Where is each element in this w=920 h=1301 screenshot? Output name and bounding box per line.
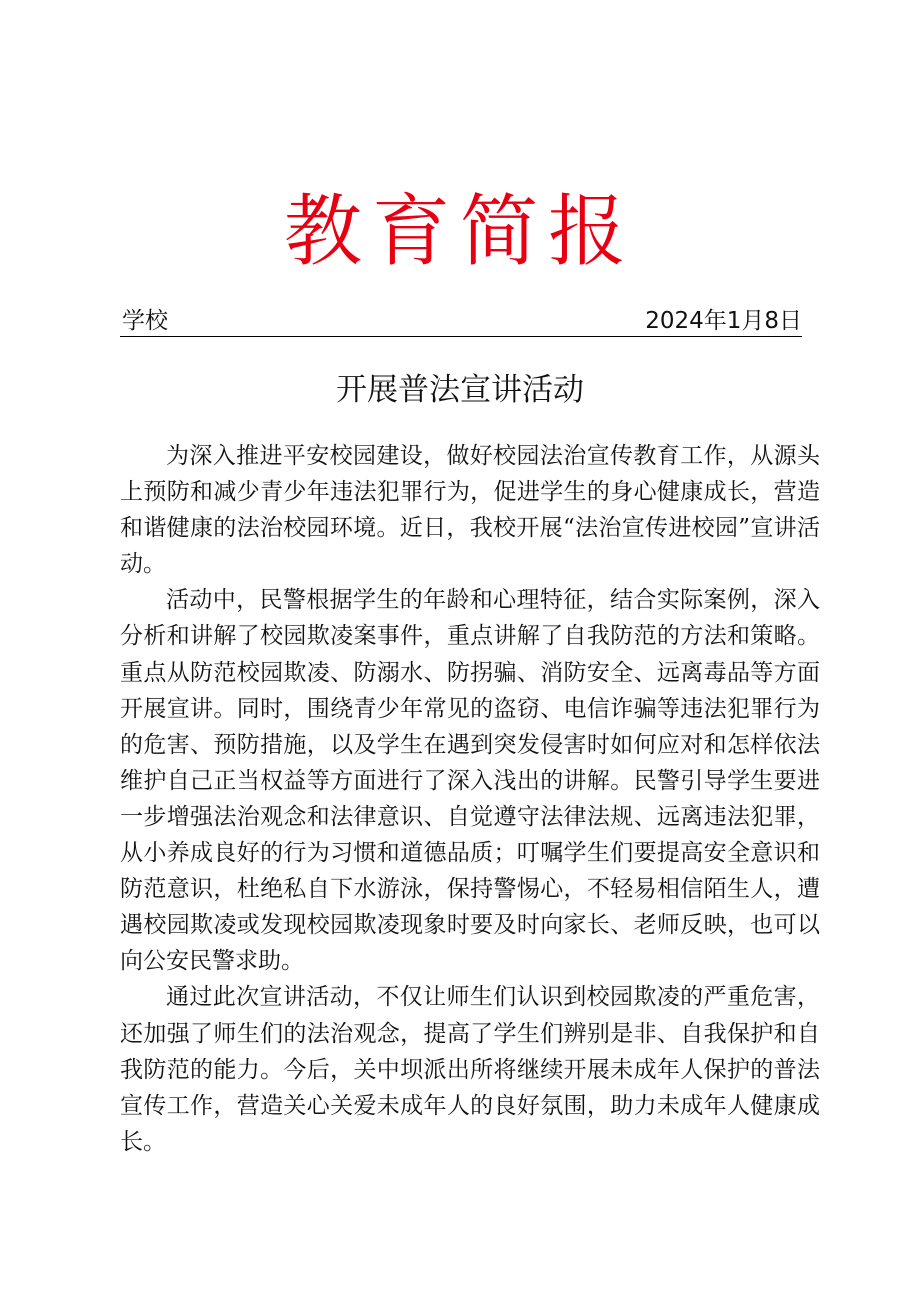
info-line <box>120 306 802 337</box>
issue-date: 2024年1月8日 <box>645 308 802 334</box>
article-body <box>120 438 820 1160</box>
article-title: 开展普法宣讲活动 <box>336 372 584 408</box>
masthead-title: 教育简报 <box>283 187 636 277</box>
article-paragraph: 为深入推进平安校园建设，做好校园法治宣传教育工作，从源头上预防和减少青少年违法犯罪行为，促进学生的身心健康成长，营造和谐健康的法治校园环境。近日，我校开展“法治宣传进校园”宣讲活动。 <box>120 443 820 578</box>
article-paragraph: 通过此次宣讲活动，不仅让师生们认识到校园欺凌的严重危害，还加强了师生们的法治观念，提高了学生们辨别是非、自我保护和自我防范的能力。今后，关中坝派出所将继续开展未成年人保护的普法宣传工作，营造关心关爱未成年人的良好氛围，助力未成年人健康成长。 <box>120 984 820 1155</box>
school-label: 学校 <box>122 308 168 334</box>
article-paragraph: 活动中，民警根据学生的年龄和心理特征，结合实际案例，深入分析和讲解了校园欺凌案事件，重点讲解了自我防范的方法和策略。重点从防范校园欺凌、防溺水、防拐骗、消防安全、远离毒品等方面开展宣讲。同时，围绕青少年常见的盗窃、电信诈骗等违法犯罪行为的危害、预防措施，以及学生在遇到突发侵害时如何应对和怎样依法维护自己正当权益等方面进行了深入浅出的讲解。民警引导学生要进一步增强法治观念和法律意识、自觉遵守法律法规、远离违法犯罪，从小养成良好的行为习惯和道德品质；叮嘱学生们要提高安全意识和防范意识，杜绝私自下水游泳，保持警惕心，不轻易相信陌生人，遭遇校园欺凌或发现校园欺凌现象时要及时向家长、老师反映，也可以向公安民警求助。 <box>120 587 820 975</box>
